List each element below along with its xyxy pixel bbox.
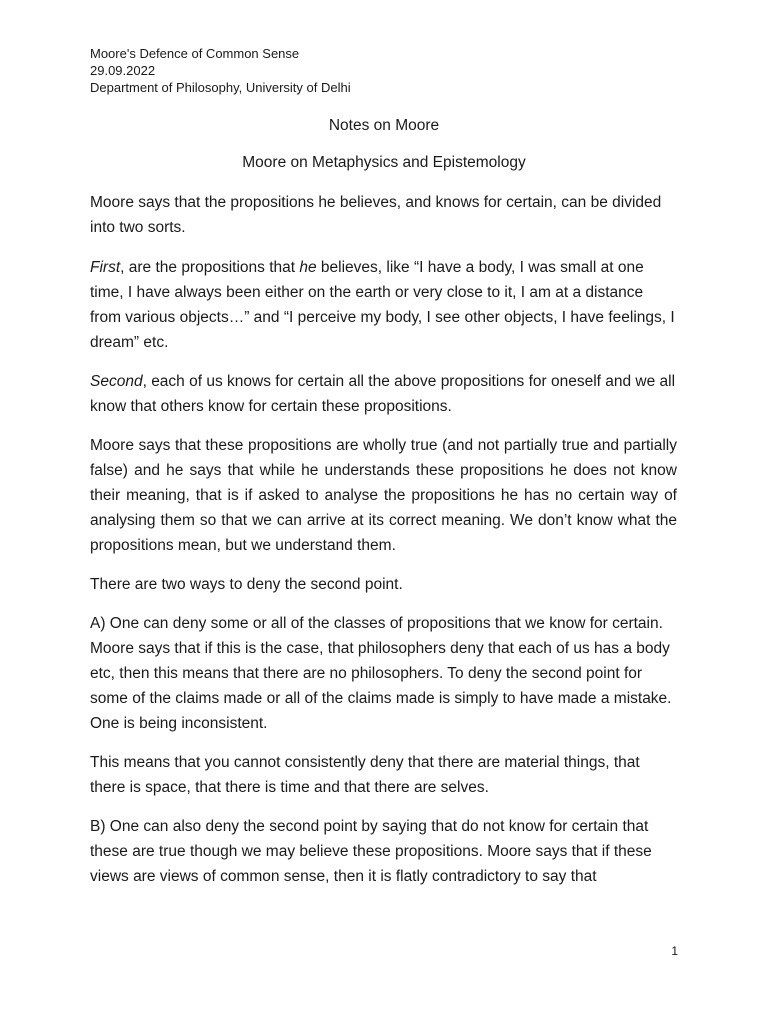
emphasis-first: First bbox=[90, 259, 121, 276]
emphasis-second: Second bbox=[90, 373, 143, 390]
paragraph-7: This means that you cannot consistently deny that there are material things, that there is space, that there is time and that there are selves. bbox=[90, 754, 640, 796]
paragraph-4: Moore says that these propositions are wholly true (and not partially true and partially false) and he says that while he understands these propositions he does not know their meaning, that is if asked to analyse the propositions he has no certain way of analysing them so that we can arrive at its correct meaning. We don’t know what the propositions mean, but we understand them. bbox=[90, 437, 677, 554]
paragraph-6: A) One can deny some or all of the classes of propositions that we know for certain. Moore says that if this is the case, that philosophers deny that each of us has a body etc, then this means that there are no philosophers. To deny the second point for some of the claims made or all of the claims made is simply to have made a mistake. One is being inconsistent. bbox=[90, 615, 672, 732]
paragraph-3 bbox=[90, 369, 677, 419]
paragraph-5: There are two ways to deny the second point. bbox=[90, 576, 403, 593]
document-title: Notes on Moore bbox=[328, 117, 440, 134]
header-date: 29.09.2022 bbox=[90, 63, 156, 78]
document-subtitle: Moore on Metaphysics and Epistemology bbox=[242, 154, 526, 171]
page-number: 1 bbox=[671, 944, 678, 958]
document-header bbox=[90, 45, 351, 96]
header-department: Department of Philosophy, University of Delhi bbox=[90, 80, 351, 95]
paragraph-8: B) One can also deny the second point by saying that do not know for certain that these are true though we may believe these propositions. Moore says that if these views are views of common sense, then it is flatly contradictory to say that bbox=[90, 818, 652, 885]
paragraph-2-text-a: , are the propositions that bbox=[120, 259, 300, 276]
paragraph-2-text-b: believes, like “I have a body, I was small at one time, I have always been either on the earth or very close to it, I am at a distance from various objects…” and “I perceive my body, I see other objects, I have feelings, I dream” etc. bbox=[90, 259, 675, 351]
paragraph-3-text: , each of us knows for certain all the above propositions for oneself and we all know that others know for certain these propositions. bbox=[90, 373, 676, 415]
header-title: Moore's Defence of Common Sense bbox=[90, 46, 300, 61]
paragraph-2 bbox=[90, 255, 677, 355]
emphasis-he: he bbox=[299, 259, 317, 276]
paragraph-1: Moore says that the propositions he believes, and knows for certain, can be divided into two sorts. bbox=[90, 194, 662, 236]
